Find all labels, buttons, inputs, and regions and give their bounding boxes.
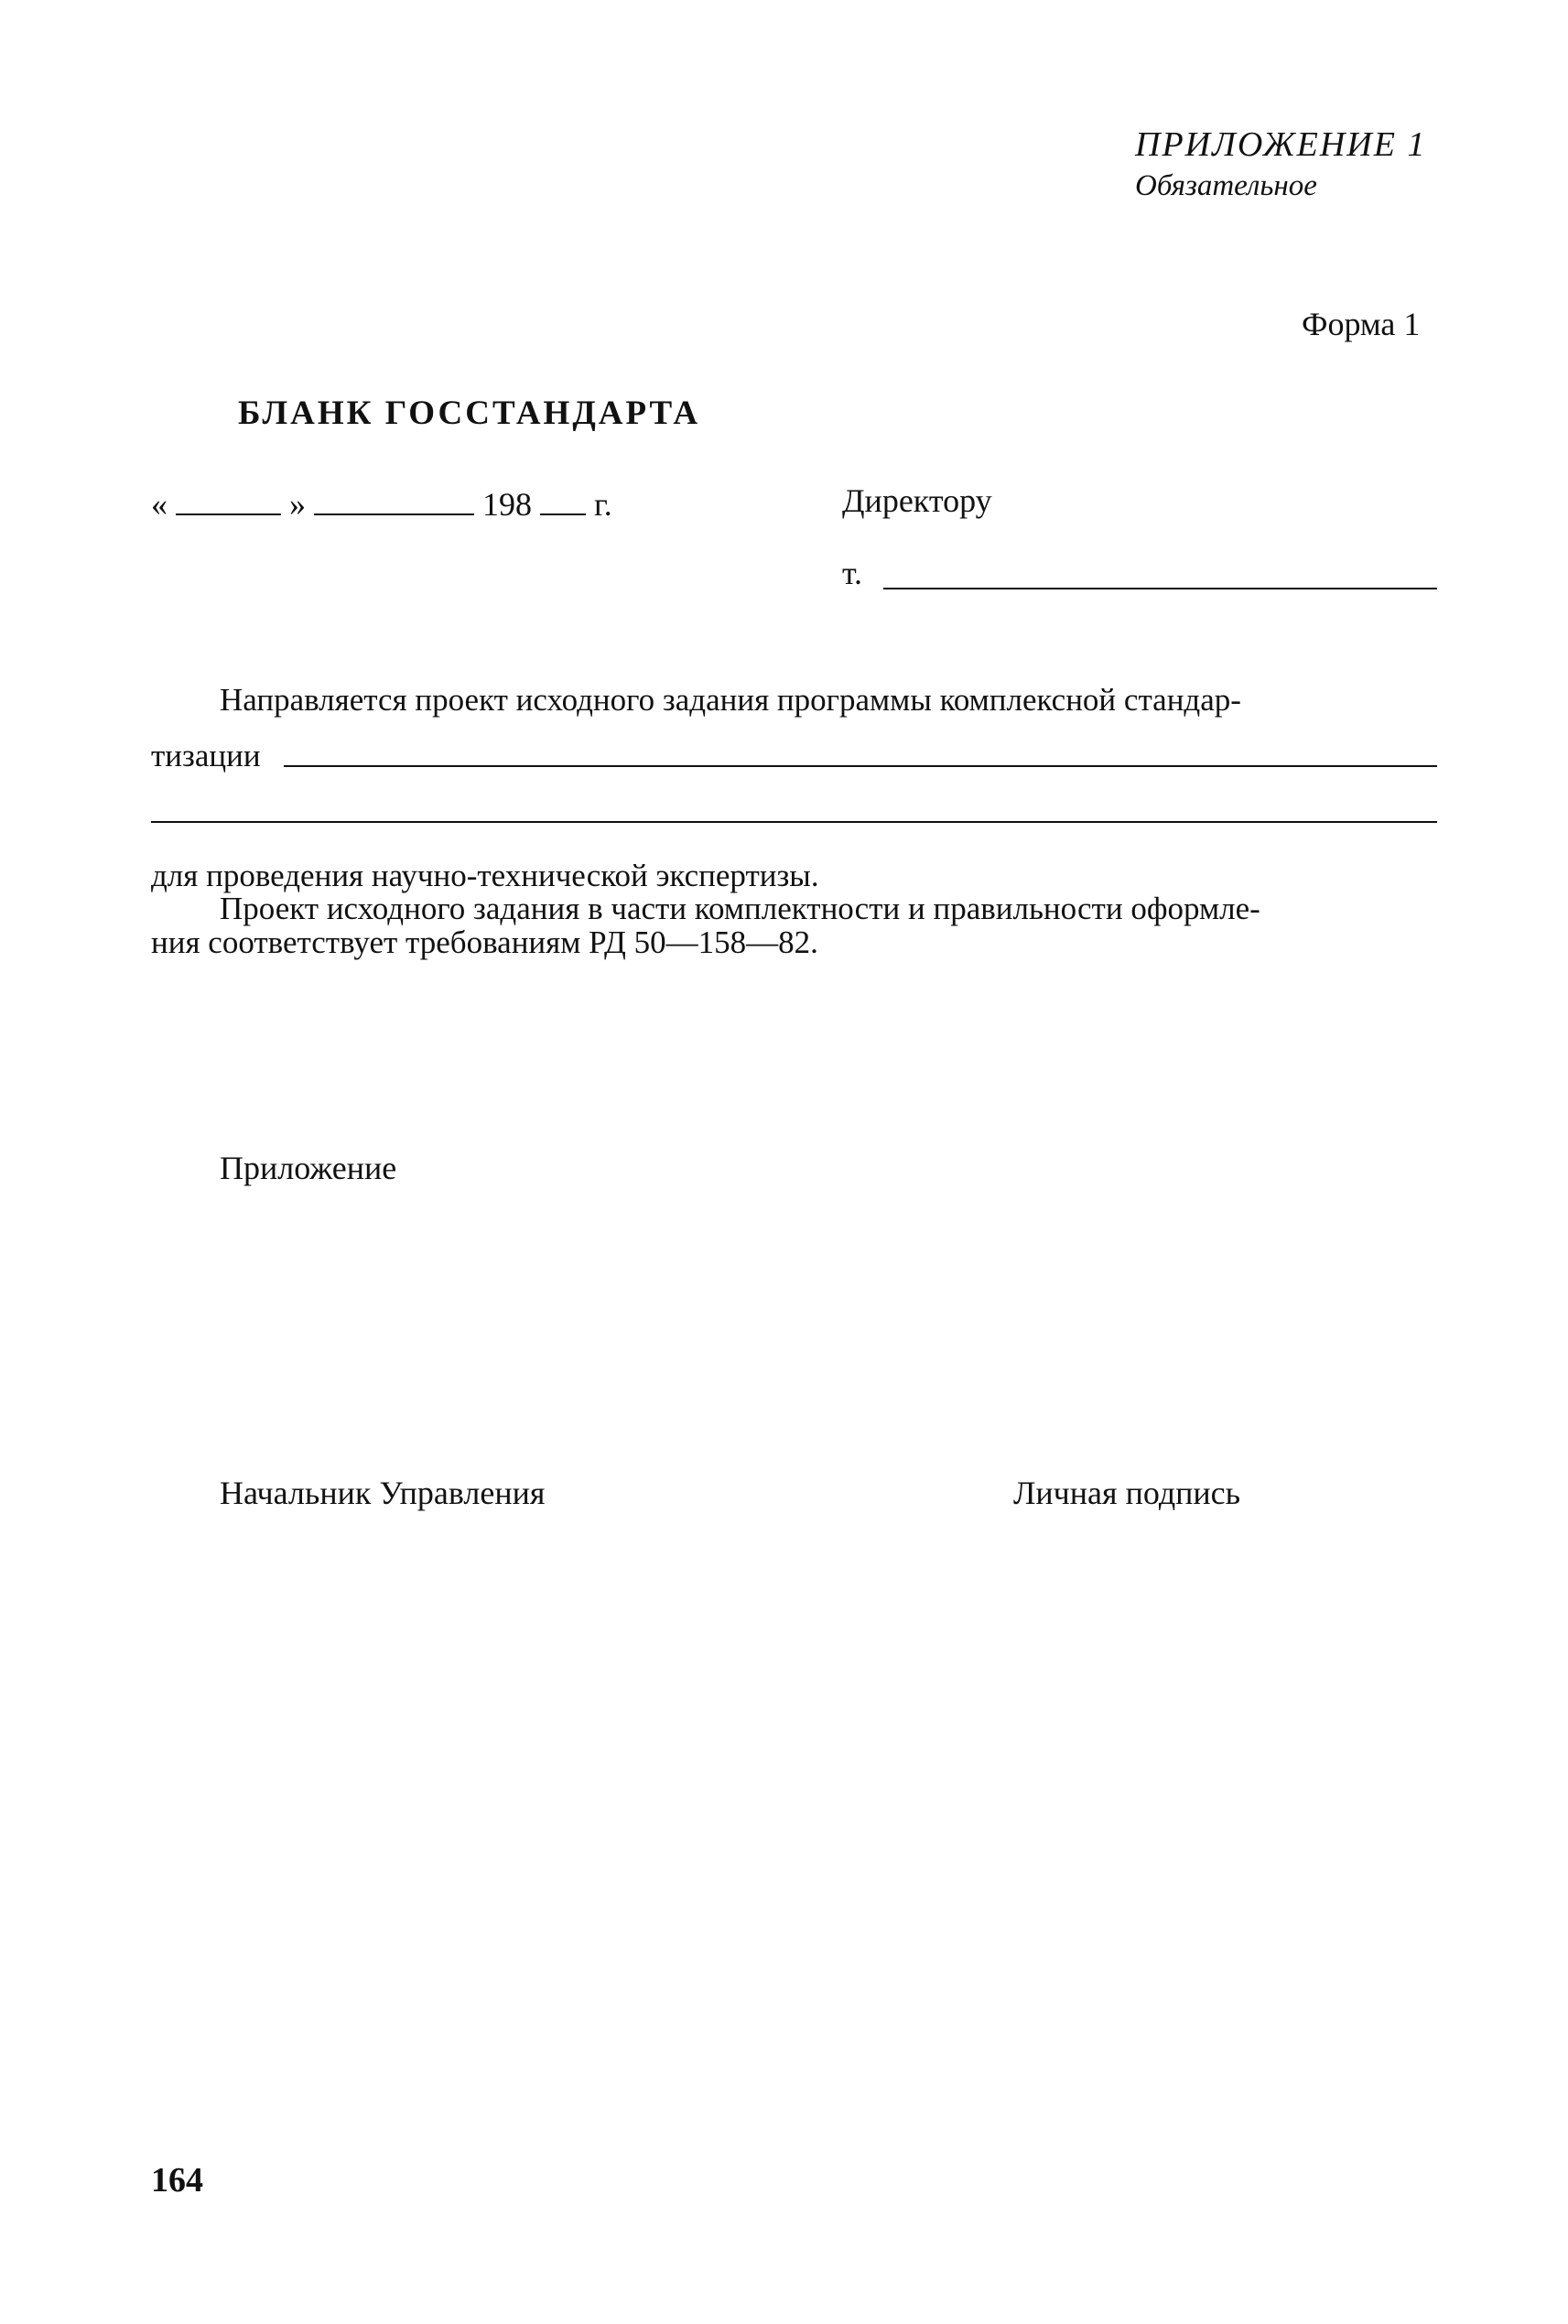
month-blank xyxy=(314,486,474,515)
year-blank xyxy=(540,486,586,515)
date-open-quote: « xyxy=(151,486,168,523)
appendix-status: Обязательное xyxy=(1135,169,1317,202)
addressee-t-prefix: т. xyxy=(842,555,863,591)
page-number: 164 xyxy=(151,2161,203,2200)
addressee-director: Директору xyxy=(842,482,992,519)
body-line-1: Направляется проект исходного задания программы комплексной стандар- xyxy=(220,682,1241,718)
body-line-4: Проект исходного задания в части комплектности и правильности оформле- xyxy=(220,891,1260,926)
signatory-position: Начальник Управления xyxy=(220,1475,546,1511)
day-blank xyxy=(176,486,281,515)
body-line-3: для проведения научно-технической экспертизы. xyxy=(151,858,819,893)
year-prefix: 198 xyxy=(482,486,532,523)
body-line-2: тизации xyxy=(151,738,261,773)
personal-signature-label: Личная подпись xyxy=(1013,1475,1241,1511)
blank-title: БЛАНК ГОССТАНДАРТА xyxy=(238,395,701,432)
standardization-blank-2 xyxy=(151,821,1437,823)
standardization-blank-1 xyxy=(284,765,1437,767)
appendix-title: ПРИЛОЖЕНИЕ 1 xyxy=(1135,125,1427,164)
attachment-label: Приложение xyxy=(220,1150,397,1186)
form-label: Форма 1 xyxy=(1302,306,1421,342)
date-close-quote: » xyxy=(289,486,306,523)
body-line-5: ния соответствует требованиям РД 50—158—82. xyxy=(151,924,818,960)
addressee-name-blank xyxy=(883,588,1437,589)
date-line xyxy=(151,485,612,529)
year-suffix: г. xyxy=(594,486,612,523)
